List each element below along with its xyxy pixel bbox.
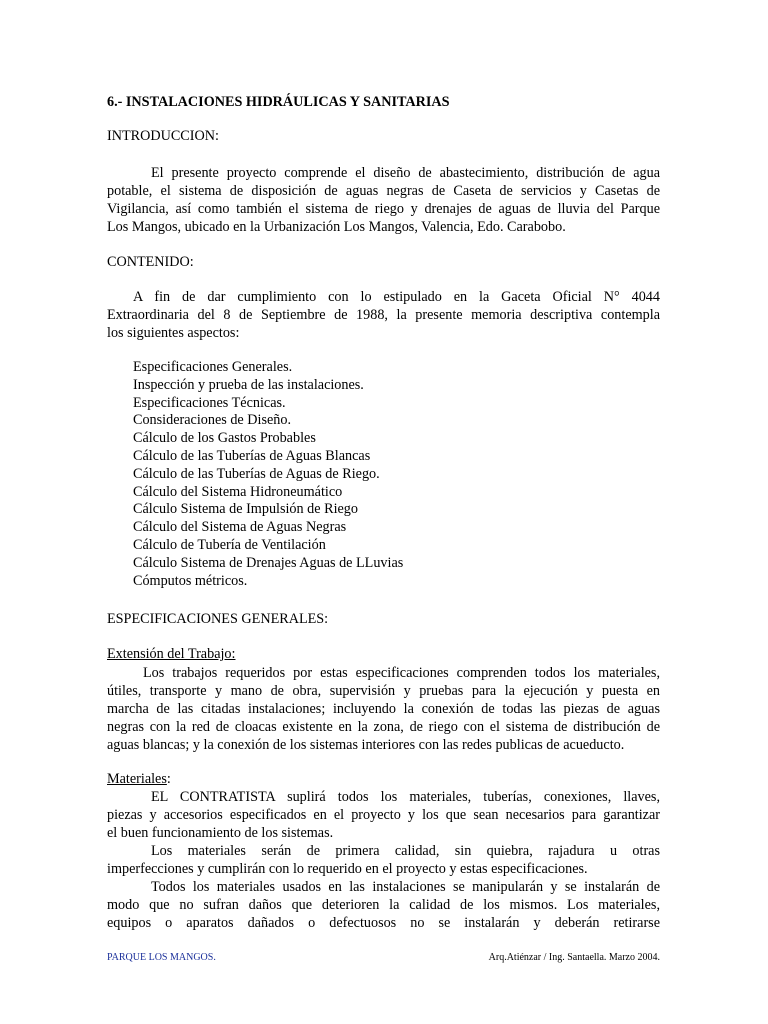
section-title: 6.- INSTALACIONES HIDRÁULICAS Y SANITARIAS bbox=[107, 94, 450, 110]
list-item: Especificaciones Generales. bbox=[133, 359, 293, 375]
contenido-list bbox=[133, 359, 653, 590]
materiales-line: Todos los materiales usados en las instalaciones se manipularán y se instalarán de bbox=[151, 879, 660, 895]
intro-heading: INTRODUCCION: bbox=[107, 128, 219, 144]
intro-line: Los Mangos, ubicado en la Urbanización Los Mangos, Valencia, Edo. Carabobo. bbox=[107, 219, 566, 235]
extension-line: aguas blancas; y la conexión de los sistemas interiores con las redes publicas de acueducto. bbox=[107, 737, 625, 753]
footer-left: PARQUE LOS MANGOS. bbox=[107, 952, 216, 963]
list-item: Cálculo Sistema de Impulsión de Riego bbox=[133, 501, 358, 518]
contenido-paragraph bbox=[107, 288, 660, 342]
intro-line: potable, el sistema de disposición de aguas negras de Caseta de servicios y Casetas de bbox=[107, 183, 660, 199]
materiales-paragraph-2 bbox=[107, 842, 660, 878]
list-item: Cálculo del Sistema Hidroneumático bbox=[133, 483, 343, 500]
list-item: Consideraciones de Diseño. bbox=[133, 412, 291, 429]
list-item: Cálculo de los Gastos Probables bbox=[133, 430, 316, 447]
extension-subheading: Extensión del Trabajo: bbox=[107, 646, 236, 662]
materiales-line: EL CONTRATISTA suplirá todos los materiales, tuberías, conexiones, llaves, bbox=[151, 789, 660, 805]
materiales-line: Los materiales serán de primera calidad, sin quiebra, rajadura u otras bbox=[151, 843, 660, 859]
materiales-paragraph-3 bbox=[107, 878, 660, 932]
list-item: Cómputos métricos. bbox=[133, 572, 248, 589]
list-item: Cálculo de Tubería de Ventilación bbox=[133, 536, 326, 553]
list-item: Cálculo de las Tuberías de Aguas de Riego. bbox=[133, 465, 380, 482]
materiales-line: el buen funcionamiento de los sistemas. bbox=[107, 825, 334, 841]
list-item: Especificaciones Técnicas. bbox=[133, 394, 286, 411]
materiales-line: equipos o aparatos dañados o defectuosos no se instalarán y deberán retirarse bbox=[107, 915, 660, 931]
materiales-colon: : bbox=[166, 771, 171, 787]
contenido-line: A fin de dar cumplimiento con lo estipulado en la Gaceta Oficial N° 4044 bbox=[133, 289, 660, 305]
extension-line: Los trabajos requeridos por estas especificaciones comprenden todos los materiales, bbox=[143, 665, 660, 681]
contenido-heading: CONTENIDO: bbox=[107, 254, 194, 270]
extension-line: negras con la red de cloacas existente en la zona, de riego con el sistema de distribución de bbox=[107, 719, 660, 735]
materiales-line: modo que no sufran daños que deterioren la calidad de los mismos. Los materiales, bbox=[107, 897, 660, 913]
footer-right: Arq.Atiénzar / Ing. Santaella. Marzo 2004. bbox=[488, 952, 660, 963]
list-item: Inspección y prueba de las instalaciones. bbox=[133, 376, 364, 393]
intro-paragraph bbox=[107, 164, 660, 236]
list-item: Cálculo del Sistema de Aguas Negras bbox=[133, 519, 347, 536]
contenido-line: los siguientes aspectos: bbox=[107, 325, 240, 341]
especificaciones-heading: ESPECIFICACIONES GENERALES: bbox=[107, 611, 329, 627]
contenido-line: Extraordinaria del 8 de Septiembre de 1988, la presente memoria descriptiva contempla bbox=[107, 307, 660, 323]
extension-paragraph bbox=[107, 664, 660, 754]
list-item: Cálculo Sistema de Drenajes Aguas de LLuvias bbox=[133, 554, 404, 571]
intro-line: Vigilancia, así como también el sistema de riego y drenajes de aguas de lluvia del Parque bbox=[107, 201, 660, 217]
extension-line: útiles, transporte y mano de obra, supervisión y pruebas para la ejecución y puesta en bbox=[107, 683, 660, 699]
materiales-line: piezas y accesorios especificados en el proyecto y los que sean necesarios para garantizar bbox=[107, 807, 660, 823]
materiales-line: imperfecciones y cumplirán con lo requerido en el proyecto y estas especificaciones. bbox=[107, 861, 588, 877]
list-item: Cálculo de las Tuberías de Aguas Blancas bbox=[133, 447, 371, 464]
materiales-subheading bbox=[107, 770, 171, 788]
extension-line: marcha de las citadas instalaciones; incluyendo la conexión de todas las piezas de aguas bbox=[107, 701, 660, 717]
intro-line: El presente proyecto comprende el diseño de abastecimiento, distribución de agua bbox=[151, 165, 660, 181]
materiales-label: Materiales bbox=[107, 771, 167, 787]
materiales-paragraph-1 bbox=[107, 788, 660, 842]
